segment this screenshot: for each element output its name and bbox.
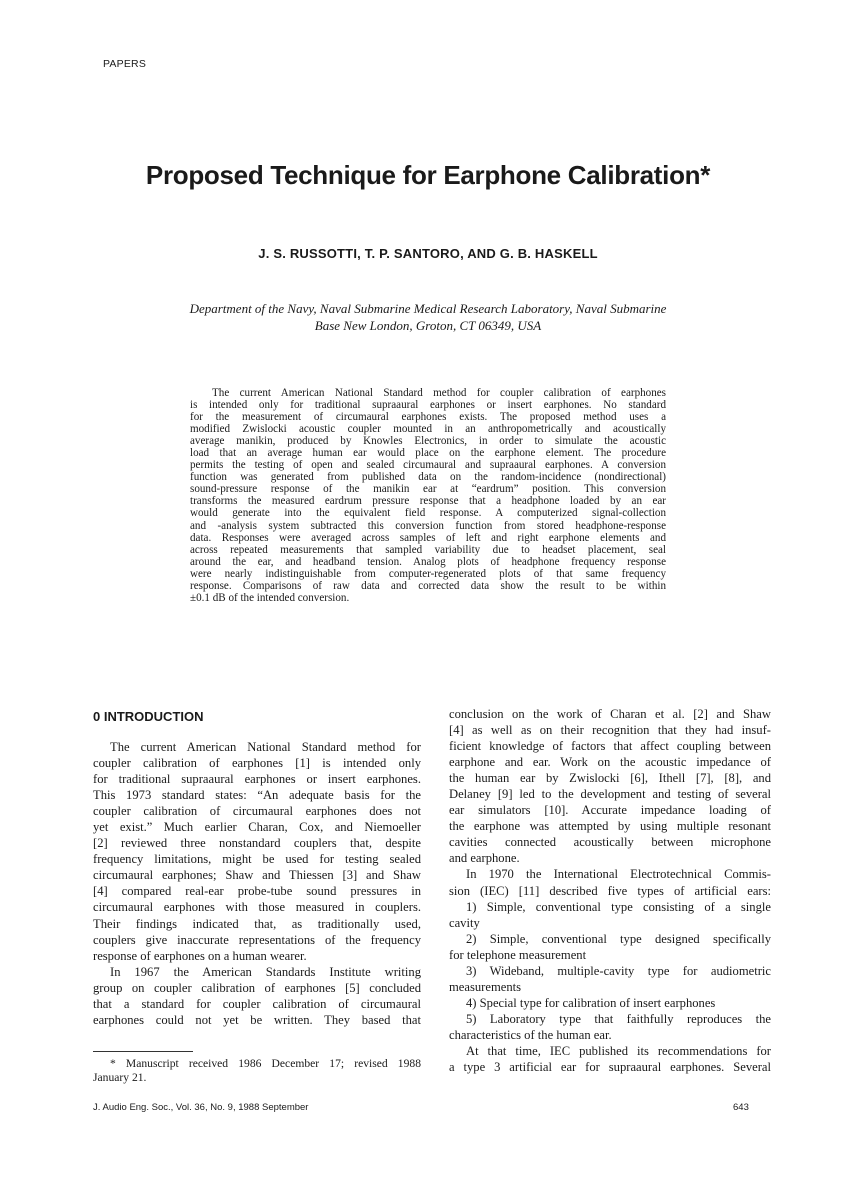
body-line: circumaural earphones; Shaw and Thiessen [3] and Shaw (93, 868, 421, 883)
list-item: 2) Simple, conventional type designed specifically (466, 931, 771, 946)
abstract-line: were nearly indistinguishable from computer-regenerated plots of that same frequency (190, 567, 666, 580)
running-head: PAPERS (103, 58, 147, 70)
body-line: coupler calibration of earphones [1] is intended only (93, 756, 421, 771)
list-item-continuation: measurements (449, 979, 522, 994)
body-line: In 1967 the American Standards Institute writing (110, 964, 421, 979)
body-line: that a standard for coupler calibration of circumaural (93, 996, 421, 1011)
abstract-line: for the measurement of circumaural earphones exists. The proposed method uses a (190, 411, 666, 424)
abstract-line: The current American National Standard method for coupler calibration of earphones (212, 387, 666, 399)
abstract-line: load that an average human ear would place on the earphone element. The procedure (190, 447, 666, 460)
body-line: earphone and ear. Work on the acoustic impedance of (449, 755, 771, 770)
paper-title: Proposed Technique for Earphone Calibration* (145, 160, 711, 190)
body-line: group on coupler calibration of earphones [5] concluded (93, 980, 421, 995)
body-line: [4] as well as on their recognition that they had insuf- (449, 723, 771, 738)
footnote (93, 1057, 421, 1085)
abstract-line: modified Zwislocki acoustic coupler mounted in an anthropometrically and acoustically (190, 423, 666, 436)
list-item: 3) Wideband, multiple-cavity type for audiometric (466, 963, 771, 978)
abstract-line: response. Comparisons of raw data and corrected data show the result to be within (190, 579, 666, 592)
abstract-line: permits the testing of open and sealed circumaural and supraaural earphones. A conversion (190, 459, 666, 472)
affiliation (140, 300, 716, 334)
body-line: yet exist.” Much earlier Charan, Cox, and Niemoeller (93, 820, 421, 835)
list-item: 1) Simple, conventional type consisting of a single (466, 899, 771, 914)
body-line: for traditional supraaural earphones or insert earphones. (93, 772, 421, 787)
page-number: 643 (733, 1102, 749, 1113)
abstract-line: around the ear, and headband tension. Analog plots of headphone frequency response (190, 555, 666, 568)
affiliation-line: Department of the Navy, Naval Submarine Medical Research Laboratory, Naval Submarine (189, 301, 667, 316)
footnote-line: January 21. (93, 1071, 147, 1084)
list-item: 4) Special type for calibration of insert earphones (466, 995, 716, 1010)
body-line: [2] reviewed three nonstandard couplers that, despite (93, 836, 421, 851)
body-line: the earphone was attempted by using multiple resonant (449, 819, 771, 834)
body-line: In 1970 the International Electrotechnical Commis- (466, 867, 771, 882)
body-line: and earphone. (449, 851, 520, 866)
body-line: response of earphones on a human wearer. (93, 948, 307, 963)
author-list: J. S. RUSSOTTI, T. P. SANTORO, AND G. B. HASKELL (258, 246, 598, 261)
list-item-continuation: for telephone measurement (449, 947, 587, 962)
body-line: This 1973 standard states: “An adequate basis for the (93, 788, 421, 803)
abstract-line: transforms the measured eardrum pressure response that a headphone loaded by an ear (190, 495, 666, 508)
abstract-line: function was generated from published data on the random-incidence (nondirectional) (190, 471, 666, 484)
abstract-line: average manikin, produced by Knowles Electronics, in order to simulate the acoustic (190, 435, 666, 448)
body-line: coupler calibration of circumaural earphones does not (93, 804, 421, 819)
section-heading: 0 INTRODUCTION (93, 709, 204, 724)
affiliation-line: Base New London, Groton, CT 06349, USA (314, 318, 542, 333)
body-line: ear simulators [10]. Accurate impedance loading of (449, 803, 771, 818)
abstract (190, 387, 666, 604)
abstract-line: would generate into the equivalent field response. A computerized signal-collection (190, 507, 666, 520)
abstract-line: across repeated measurements that sampled variability due to headset placement, seal (190, 543, 666, 556)
body-line: a type 3 artificial ear for supraaural earphones. Several (449, 1060, 771, 1075)
list-item: 5) Laboratory type that faithfully reproduces the (466, 1011, 771, 1026)
journal-citation: J. Audio Eng. Soc., Vol. 36, No. 9, 1988 September (93, 1102, 309, 1113)
footnote-line: * Manuscript received 1986 December 17; revised 1988 (110, 1057, 421, 1070)
body-line: frequency limitations, might be used for testing sealed (93, 852, 421, 867)
body-line: couplers give inaccurate representations of the frequency (93, 932, 421, 947)
list-item-continuation: cavity (449, 915, 480, 930)
abstract-line: and -analysis system subtracted this conversion function from stored headphone-response (190, 519, 666, 532)
body-line: Delaney [9] led to the development and testing of several (449, 787, 771, 802)
abstract-line: sound-pressure response of the manikin ear at “eardrum” position. This conversion (190, 483, 666, 496)
body-line: the human ear by Zwislocki [6], Ithell [7], [8], and (449, 771, 771, 786)
body-line: cavities connected acoustically between microphone (449, 835, 771, 850)
body-line: conclusion on the work of Charan et al. [2] and Shaw (449, 707, 771, 721)
abstract-line: ±0.1 dB of the intended conversion. (190, 591, 350, 604)
body-line: [4] compared real-ear probe-tube sound pressures in (93, 884, 421, 899)
body-column-left (93, 739, 421, 1028)
body-line: earphones could not yet be written. They based that (93, 1012, 421, 1027)
body-line: At that time, IEC published its recommendations for (466, 1043, 771, 1058)
body-line: Their findings indicated that, as traditionally used, (93, 916, 421, 931)
footnote-rule (93, 1051, 193, 1052)
list-item-continuation: characteristics of the human ear. (449, 1027, 612, 1042)
body-line: circumaural earphones with those measured in couplers. (93, 900, 421, 915)
body-line: ficient knowledge of factors that affect coupling between (449, 739, 771, 754)
abstract-line: data. Responses were averaged across samples of left and right earphone elements and (190, 531, 666, 544)
body-line: The current American National Standard method for (110, 740, 421, 754)
abstract-line: is intended only for traditional supraaural earphones or insert earphones. No standard (190, 399, 666, 412)
body-column-right (449, 706, 771, 1075)
body-line: sion (IEC) [11] described five types of artificial ears: (449, 883, 771, 898)
